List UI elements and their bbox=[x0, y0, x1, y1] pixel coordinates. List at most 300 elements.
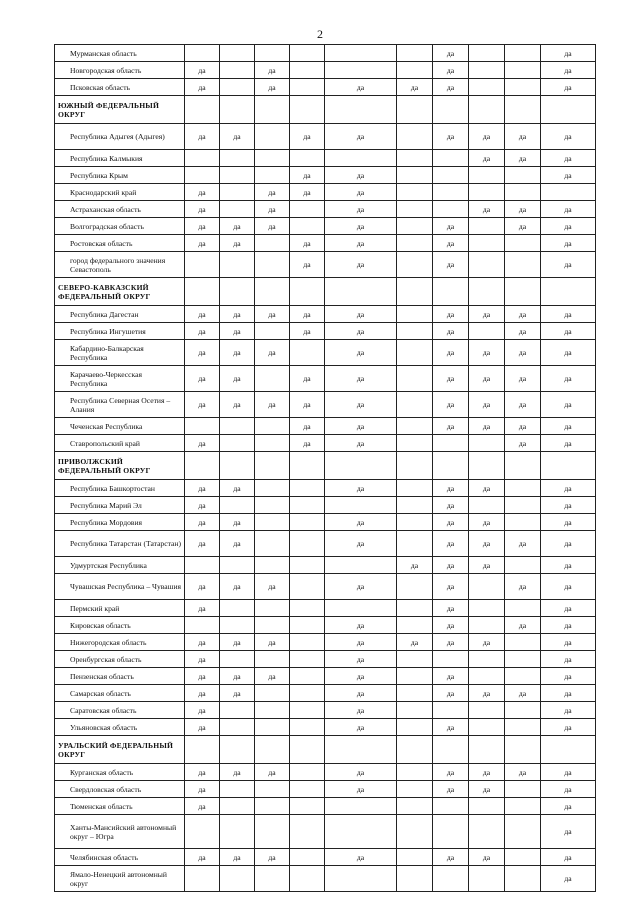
table-cell: да bbox=[220, 514, 255, 531]
table-cell bbox=[290, 736, 325, 764]
table-cell: да bbox=[325, 668, 397, 685]
table-cell bbox=[469, 167, 505, 184]
table-row bbox=[55, 150, 596, 167]
table-cell bbox=[505, 736, 541, 764]
table-cell: да bbox=[505, 685, 541, 702]
table-cell bbox=[397, 150, 433, 167]
table-cell bbox=[290, 497, 325, 514]
table-cell bbox=[541, 96, 596, 124]
region-name: Пермский край bbox=[55, 600, 185, 617]
table-cell bbox=[505, 514, 541, 531]
table-cell bbox=[397, 617, 433, 634]
table-cell: да bbox=[325, 719, 397, 736]
table-cell bbox=[220, 62, 255, 79]
table-cell bbox=[469, 866, 505, 892]
table-cell: да bbox=[505, 150, 541, 167]
table-cell: да bbox=[541, 719, 596, 736]
table-cell: да bbox=[325, 634, 397, 651]
table-cell bbox=[290, 574, 325, 600]
table-cell: да bbox=[255, 392, 290, 418]
region-name: Оренбургская область bbox=[55, 651, 185, 668]
table-cell bbox=[255, 480, 290, 497]
table-cell: да bbox=[290, 167, 325, 184]
table-cell: да bbox=[541, 252, 596, 278]
table-cell: да bbox=[290, 306, 325, 323]
table-cell: да bbox=[541, 685, 596, 702]
table-cell: да bbox=[433, 418, 469, 435]
table-cell: да bbox=[185, 574, 220, 600]
district-heading: ЮЖНЫЙ ФЕДЕРАЛЬНЫЙ ОКРУГ bbox=[55, 96, 185, 124]
table-cell: да bbox=[541, 668, 596, 685]
table-cell bbox=[397, 452, 433, 480]
table-cell bbox=[255, 736, 290, 764]
table-cell: да bbox=[469, 392, 505, 418]
region-name: Республика Калмыкия bbox=[55, 150, 185, 167]
table-cell: да bbox=[397, 634, 433, 651]
table-row bbox=[55, 798, 596, 815]
table-cell bbox=[255, 866, 290, 892]
table-row bbox=[55, 497, 596, 514]
table-cell: да bbox=[220, 574, 255, 600]
table-row bbox=[55, 184, 596, 201]
table-cell bbox=[255, 514, 290, 531]
table-cell bbox=[505, 866, 541, 892]
table-cell bbox=[220, 278, 255, 306]
table-cell bbox=[290, 617, 325, 634]
table-row bbox=[55, 306, 596, 323]
table-cell bbox=[185, 736, 220, 764]
table-cell bbox=[469, 736, 505, 764]
table-cell: да bbox=[185, 531, 220, 557]
table-cell: да bbox=[541, 764, 596, 781]
table-cell bbox=[325, 866, 397, 892]
table-cell bbox=[397, 278, 433, 306]
table-cell bbox=[433, 702, 469, 719]
table-cell: да bbox=[255, 340, 290, 366]
table-cell bbox=[325, 96, 397, 124]
table-cell: да bbox=[541, 480, 596, 497]
table-cell bbox=[505, 634, 541, 651]
table-cell: да bbox=[505, 323, 541, 340]
table-cell: да bbox=[433, 323, 469, 340]
table-cell: да bbox=[325, 201, 397, 218]
table-cell bbox=[220, 452, 255, 480]
table-cell bbox=[505, 849, 541, 866]
table-cell: да bbox=[185, 392, 220, 418]
table-cell: да bbox=[220, 392, 255, 418]
table-cell: да bbox=[220, 480, 255, 497]
table-cell bbox=[397, 702, 433, 719]
region-name: Самарская область bbox=[55, 685, 185, 702]
region-name: Нижегородская область bbox=[55, 634, 185, 651]
table-cell: да bbox=[255, 62, 290, 79]
table-cell bbox=[290, 668, 325, 685]
table-cell: да bbox=[433, 849, 469, 866]
table-cell bbox=[505, 668, 541, 685]
table-cell bbox=[185, 167, 220, 184]
table-cell: да bbox=[469, 781, 505, 798]
region-name: Ямало-Ненецкий автономный округ bbox=[55, 866, 185, 892]
table-cell: да bbox=[220, 235, 255, 252]
table-cell: да bbox=[541, 306, 596, 323]
region-name: Астраханская область bbox=[55, 201, 185, 218]
table-cell: да bbox=[255, 201, 290, 218]
table-cell bbox=[433, 201, 469, 218]
table-cell bbox=[469, 45, 505, 62]
table-cell: да bbox=[220, 764, 255, 781]
table-cell bbox=[397, 600, 433, 617]
table-cell: да bbox=[505, 418, 541, 435]
table-cell: да bbox=[433, 235, 469, 252]
table-cell bbox=[469, 252, 505, 278]
table-cell bbox=[505, 235, 541, 252]
table-cell: да bbox=[469, 150, 505, 167]
table-cell bbox=[220, 252, 255, 278]
region-name: Республика Дагестан bbox=[55, 306, 185, 323]
table-cell bbox=[469, 235, 505, 252]
table-cell bbox=[433, 167, 469, 184]
table-cell bbox=[255, 798, 290, 815]
table-cell bbox=[433, 866, 469, 892]
region-name: Кабардино-Балкарская Республика bbox=[55, 340, 185, 366]
table-cell bbox=[397, 668, 433, 685]
table-cell: да bbox=[325, 218, 397, 235]
table-cell: да bbox=[220, 366, 255, 392]
region-name: Новгородская область bbox=[55, 62, 185, 79]
table-cell: да bbox=[325, 323, 397, 340]
table-cell: да bbox=[185, 651, 220, 668]
region-name: Челябинская область bbox=[55, 849, 185, 866]
table-cell: да bbox=[541, 557, 596, 574]
table-cell: да bbox=[255, 79, 290, 96]
table-row bbox=[55, 323, 596, 340]
table-cell bbox=[433, 736, 469, 764]
table-cell: да bbox=[505, 435, 541, 452]
table-cell: да bbox=[325, 340, 397, 366]
table-cell: да bbox=[541, 418, 596, 435]
table-cell bbox=[220, 184, 255, 201]
table-cell: да bbox=[325, 79, 397, 96]
table-cell: да bbox=[433, 719, 469, 736]
table-cell bbox=[290, 278, 325, 306]
table-cell bbox=[220, 702, 255, 719]
table-cell bbox=[469, 452, 505, 480]
table-cell bbox=[397, 184, 433, 201]
table-cell bbox=[469, 497, 505, 514]
region-name: Республика Марий Эл bbox=[55, 497, 185, 514]
table-cell bbox=[505, 557, 541, 574]
table-cell bbox=[290, 685, 325, 702]
table-cell bbox=[255, 617, 290, 634]
table-row bbox=[55, 634, 596, 651]
table-cell: да bbox=[397, 79, 433, 96]
table-cell bbox=[397, 96, 433, 124]
regions-table-body bbox=[55, 45, 596, 892]
region-name: Ханты-Мансийский автономный округ – Югра bbox=[55, 815, 185, 849]
table-cell: да bbox=[220, 340, 255, 366]
table-cell bbox=[433, 278, 469, 306]
region-name: Пензенская область bbox=[55, 668, 185, 685]
table-cell bbox=[397, 685, 433, 702]
table-cell: да bbox=[469, 685, 505, 702]
table-row bbox=[55, 340, 596, 366]
table-row bbox=[55, 574, 596, 600]
region-name: Краснодарский край bbox=[55, 184, 185, 201]
table-cell: да bbox=[255, 849, 290, 866]
table-cell bbox=[469, 323, 505, 340]
table-cell bbox=[469, 668, 505, 685]
table-cell bbox=[505, 651, 541, 668]
table-row bbox=[55, 167, 596, 184]
table-cell bbox=[505, 96, 541, 124]
table-cell: да bbox=[185, 218, 220, 235]
table-cell: да bbox=[433, 366, 469, 392]
table-cell bbox=[469, 218, 505, 235]
table-cell bbox=[185, 278, 220, 306]
table-cell bbox=[505, 719, 541, 736]
table-cell: да bbox=[325, 574, 397, 600]
table-cell bbox=[433, 96, 469, 124]
table-cell: да bbox=[541, 651, 596, 668]
table-cell: да bbox=[505, 306, 541, 323]
table-row bbox=[55, 531, 596, 557]
table-cell bbox=[469, 617, 505, 634]
table-cell bbox=[220, 557, 255, 574]
table-cell: да bbox=[541, 235, 596, 252]
table-cell bbox=[397, 764, 433, 781]
table-cell: да bbox=[541, 702, 596, 719]
table-cell: да bbox=[541, 497, 596, 514]
table-cell bbox=[220, 96, 255, 124]
table-cell bbox=[290, 600, 325, 617]
table-cell bbox=[220, 719, 255, 736]
table-row bbox=[55, 514, 596, 531]
table-cell bbox=[469, 798, 505, 815]
table-cell: да bbox=[290, 124, 325, 150]
table-cell: да bbox=[541, 781, 596, 798]
region-name: Республика Мордовия bbox=[55, 514, 185, 531]
table-cell: да bbox=[505, 531, 541, 557]
region-name: Удмуртская Республика bbox=[55, 557, 185, 574]
table-cell: да bbox=[541, 531, 596, 557]
table-cell bbox=[290, 557, 325, 574]
table-row bbox=[55, 435, 596, 452]
table-cell bbox=[433, 452, 469, 480]
table-row bbox=[55, 764, 596, 781]
table-cell: да bbox=[541, 600, 596, 617]
table-cell bbox=[397, 849, 433, 866]
table-cell bbox=[255, 45, 290, 62]
table-cell bbox=[255, 435, 290, 452]
region-name: Мурманская область bbox=[55, 45, 185, 62]
table-cell: да bbox=[541, 340, 596, 366]
table-cell bbox=[220, 435, 255, 452]
table-cell bbox=[290, 798, 325, 815]
table-cell: да bbox=[255, 306, 290, 323]
table-row bbox=[55, 45, 596, 62]
table-cell: да bbox=[185, 719, 220, 736]
table-cell: да bbox=[290, 235, 325, 252]
table-cell bbox=[220, 418, 255, 435]
table-row bbox=[55, 719, 596, 736]
table-cell: да bbox=[541, 514, 596, 531]
table-cell bbox=[255, 150, 290, 167]
table-cell bbox=[185, 452, 220, 480]
table-cell bbox=[185, 150, 220, 167]
table-cell: да bbox=[541, 435, 596, 452]
table-row bbox=[55, 252, 596, 278]
table-cell bbox=[185, 557, 220, 574]
table-cell bbox=[220, 497, 255, 514]
table-cell: да bbox=[541, 167, 596, 184]
section-row bbox=[55, 278, 596, 306]
table-cell bbox=[505, 798, 541, 815]
table-cell: да bbox=[185, 514, 220, 531]
table-cell bbox=[290, 719, 325, 736]
table-row bbox=[55, 418, 596, 435]
table-cell: да bbox=[433, 252, 469, 278]
table-cell bbox=[290, 514, 325, 531]
table-cell: да bbox=[220, 634, 255, 651]
table-cell: да bbox=[255, 574, 290, 600]
table-cell: да bbox=[541, 866, 596, 892]
table-cell: да bbox=[325, 617, 397, 634]
table-cell bbox=[185, 252, 220, 278]
table-cell: да bbox=[541, 218, 596, 235]
table-cell bbox=[185, 45, 220, 62]
region-name: Свердловская область bbox=[55, 781, 185, 798]
table-cell: да bbox=[325, 252, 397, 278]
table-row bbox=[55, 480, 596, 497]
table-cell bbox=[325, 497, 397, 514]
table-cell: да bbox=[433, 634, 469, 651]
table-cell bbox=[325, 557, 397, 574]
table-cell: да bbox=[325, 685, 397, 702]
table-cell bbox=[255, 167, 290, 184]
table-cell bbox=[290, 340, 325, 366]
table-cell: да bbox=[325, 849, 397, 866]
table-cell bbox=[255, 685, 290, 702]
table-cell bbox=[397, 392, 433, 418]
table-cell: да bbox=[185, 235, 220, 252]
table-cell bbox=[255, 252, 290, 278]
table-cell bbox=[325, 798, 397, 815]
table-cell: да bbox=[469, 557, 505, 574]
table-cell bbox=[469, 702, 505, 719]
table-cell: да bbox=[185, 201, 220, 218]
table-cell: да bbox=[469, 418, 505, 435]
table-cell: да bbox=[255, 668, 290, 685]
table-cell: да bbox=[220, 531, 255, 557]
table-cell: да bbox=[433, 600, 469, 617]
table-cell bbox=[397, 167, 433, 184]
table-cell bbox=[397, 866, 433, 892]
table-cell: да bbox=[505, 366, 541, 392]
table-cell bbox=[185, 866, 220, 892]
table-cell bbox=[290, 702, 325, 719]
region-name: Республика Адыгея (Адыгея) bbox=[55, 124, 185, 150]
table-cell: да bbox=[541, 45, 596, 62]
table-cell bbox=[220, 781, 255, 798]
table-cell: да bbox=[505, 340, 541, 366]
table-cell: да bbox=[541, 617, 596, 634]
table-row bbox=[55, 617, 596, 634]
district-heading: ПРИВОЛЖСКИЙ ФЕДЕРАЛЬНЫЙ ОКРУГ bbox=[55, 452, 185, 480]
table-cell bbox=[397, 218, 433, 235]
section-row bbox=[55, 452, 596, 480]
table-cell: да bbox=[290, 366, 325, 392]
table-cell: да bbox=[541, 150, 596, 167]
table-cell: да bbox=[433, 62, 469, 79]
table-cell: да bbox=[433, 45, 469, 62]
table-cell: да bbox=[220, 668, 255, 685]
table-cell bbox=[290, 531, 325, 557]
table-cell: да bbox=[505, 574, 541, 600]
table-row bbox=[55, 201, 596, 218]
table-cell: да bbox=[433, 668, 469, 685]
table-cell bbox=[397, 798, 433, 815]
table-cell: да bbox=[505, 201, 541, 218]
district-heading: УРАЛЬСКИЙ ФЕДЕРАЛЬНЫЙ ОКРУГ bbox=[55, 736, 185, 764]
table-cell bbox=[505, 252, 541, 278]
table-cell: да bbox=[185, 497, 220, 514]
table-cell: да bbox=[185, 62, 220, 79]
table-cell: да bbox=[290, 392, 325, 418]
table-cell bbox=[255, 96, 290, 124]
table-cell bbox=[397, 323, 433, 340]
table-cell bbox=[325, 815, 397, 849]
table-cell: да bbox=[290, 435, 325, 452]
region-name: Карачаево-Черкесская Республика bbox=[55, 366, 185, 392]
table-cell: да bbox=[541, 634, 596, 651]
table-cell bbox=[220, 600, 255, 617]
table-cell: да bbox=[185, 306, 220, 323]
table-row bbox=[55, 235, 596, 252]
table-cell bbox=[255, 418, 290, 435]
table-cell bbox=[433, 150, 469, 167]
table-cell: да bbox=[433, 497, 469, 514]
table-cell bbox=[290, 781, 325, 798]
region-name: Республика Крым bbox=[55, 167, 185, 184]
table-cell bbox=[505, 452, 541, 480]
table-cell bbox=[255, 531, 290, 557]
table-cell: да bbox=[325, 366, 397, 392]
table-cell bbox=[397, 531, 433, 557]
table-cell: да bbox=[325, 418, 397, 435]
table-cell: да bbox=[220, 218, 255, 235]
table-cell bbox=[397, 252, 433, 278]
table-cell: да bbox=[433, 617, 469, 634]
table-cell bbox=[469, 184, 505, 201]
table-row bbox=[55, 702, 596, 719]
table-cell: да bbox=[325, 764, 397, 781]
table-cell bbox=[397, 574, 433, 600]
table-cell: да bbox=[433, 218, 469, 235]
table-cell bbox=[220, 617, 255, 634]
table-cell bbox=[505, 480, 541, 497]
table-row bbox=[55, 685, 596, 702]
region-name: Республика Башкортостан bbox=[55, 480, 185, 497]
table-cell bbox=[255, 651, 290, 668]
table-cell bbox=[255, 600, 290, 617]
table-cell bbox=[469, 435, 505, 452]
table-cell: да bbox=[433, 531, 469, 557]
table-cell: да bbox=[220, 849, 255, 866]
table-cell bbox=[185, 815, 220, 849]
table-cell bbox=[255, 278, 290, 306]
table-cell bbox=[255, 366, 290, 392]
table-cell bbox=[185, 418, 220, 435]
